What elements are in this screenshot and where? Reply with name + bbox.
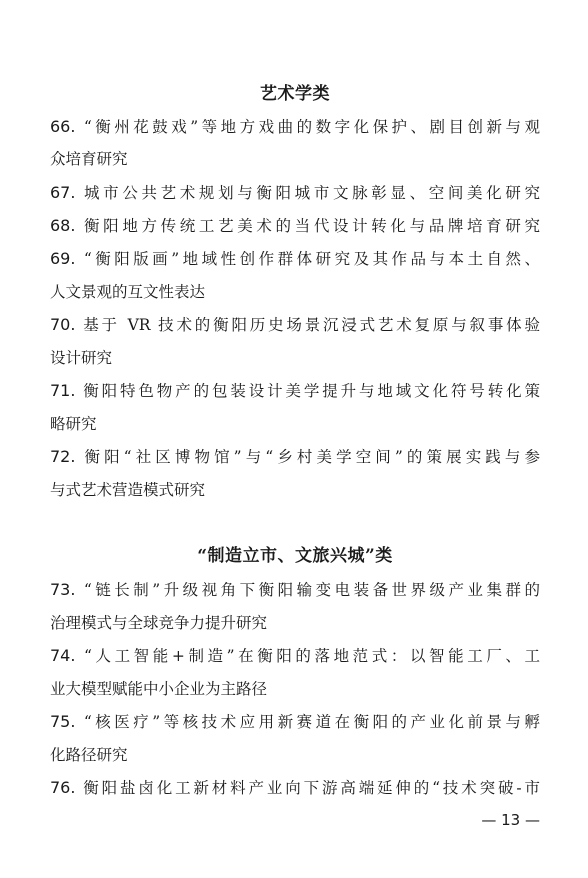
item-number: 75. <box>50 712 76 731</box>
item-number: 70. <box>50 315 76 334</box>
item-number: 73. <box>50 580 76 599</box>
item-text-line: 略研究 <box>50 415 97 433</box>
item-text-line: 衡阳盐卤化工新材料产业向下游高端延伸的“技术突破-市 <box>83 779 540 797</box>
item-number: 72. <box>50 447 76 466</box>
item-number: 67. <box>50 183 76 202</box>
list-item-70 <box>50 314 540 336</box>
item-text-line: 众培育研究 <box>50 150 128 168</box>
item-text-line: “链长制”升级视角下衡阳输变电装备世界级产业集群的 <box>83 581 540 599</box>
item-text-line: “衡州花鼓戏”等地方戏曲的数字化保护、剧目创新与观 <box>83 118 540 136</box>
item-number: 68. <box>50 216 76 235</box>
list-item-71 <box>50 380 540 402</box>
item-text-line: 基于 VR 技术的衡阳历史场景沉浸式艺术复原与叙事体验 <box>83 316 540 334</box>
item-number: 74. <box>50 646 76 665</box>
item-text-line: 人文景观的互文性表达 <box>50 283 206 301</box>
item-number: 66. <box>50 117 76 136</box>
list-item-76 <box>50 777 540 799</box>
item-number: 76. <box>50 778 76 797</box>
list-item-72 <box>50 446 540 468</box>
list-item-74 <box>50 645 540 667</box>
item-text-line: 城市公共艺术规划与衡阳城市文脉彰显、空间美化研究 <box>84 184 540 202</box>
item-text-line: “衡阳版画”地域性创作群体研究及其作品与本土自然、 <box>83 250 540 268</box>
item-text-line: “人工智能+制造”在衡阳的落地范式：以智能工厂、工 <box>83 647 540 665</box>
item-number: 71. <box>50 381 76 400</box>
item-number: 69. <box>50 249 76 268</box>
section-title-arts: 艺术学类 <box>260 84 330 104</box>
item-text-line: 与式艺术营造模式研究 <box>50 481 206 499</box>
list-item-68 <box>50 215 540 237</box>
item-text-line: 业大模型赋能中小企业为主路径 <box>50 680 268 698</box>
list-item-75 <box>50 711 540 733</box>
item-text-line: 衡阳“社区博物馆”与“乡村美学空间”的策展实践与参 <box>84 448 540 466</box>
page-number: — 13 — <box>481 811 540 829</box>
item-text-line: “核医疗”等核技术应用新赛道在衡阳的产业化前景与孵 <box>83 713 540 731</box>
item-text-line: 化路径研究 <box>50 746 128 764</box>
item-text-line: 衡阳特色物产的包装设计美学提升与地域文化符号转化策 <box>83 382 540 400</box>
item-text-line: 设计研究 <box>50 349 113 367</box>
document-page <box>50 0 540 878</box>
list-item-67 <box>50 182 540 204</box>
list-item-66 <box>50 116 540 138</box>
section-title-manufacturing-tourism: “制造立市、文旅兴城”类 <box>197 546 393 566</box>
item-text-line: 治理模式与全球竞争力提升研究 <box>50 614 268 632</box>
list-item-69 <box>50 248 540 270</box>
list-item-73 <box>50 579 540 601</box>
item-text-line: 衡阳地方传统工艺美术的当代设计转化与品牌培育研究 <box>84 217 540 235</box>
